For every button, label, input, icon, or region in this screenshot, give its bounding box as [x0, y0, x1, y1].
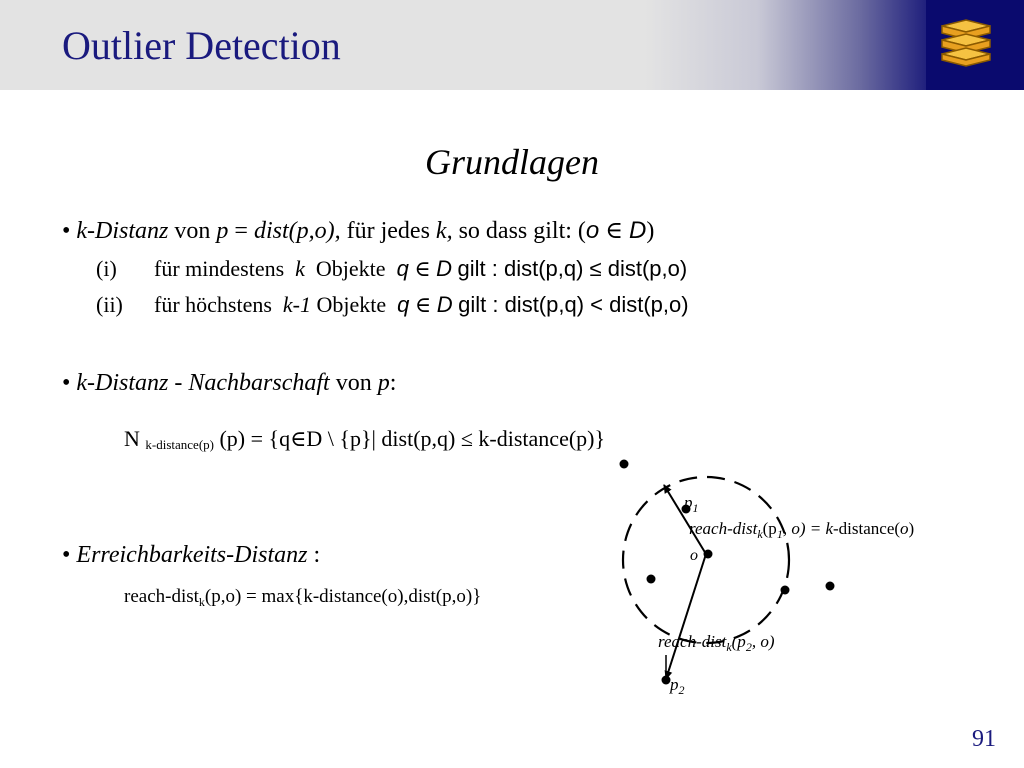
text-colon: : [313, 542, 321, 568]
bullet-k-distance [62, 216, 654, 246]
point-right-inner [781, 586, 790, 595]
formula-pre: reach-dist [124, 586, 199, 607]
var-D: D [629, 217, 647, 244]
k-distance-circle [623, 477, 789, 643]
label-p2: $p_2$ [670, 675, 685, 697]
label-o: o [690, 547, 698, 564]
slide-title: Outlier Detection [62, 23, 341, 68]
text-fuer-jedes: für jedes [346, 218, 430, 244]
item-D: D [436, 292, 453, 317]
formula-N: N [124, 426, 140, 451]
term-reach-distance: Erreichbarkeits-Distanz [76, 542, 308, 568]
sub-item-i [96, 254, 687, 284]
header-bar [0, 0, 1024, 90]
item-text: für höchstens [154, 292, 272, 317]
item-objekte: Objekte [316, 292, 387, 317]
item-condition: gilt : dist(p,q) < dist(p,o) [458, 292, 689, 317]
item-k: k [295, 256, 305, 281]
item-q: q [397, 292, 410, 317]
item-number: (ii) [96, 292, 123, 317]
term-neighborhood: k-Distanz - Nachbarschaft [76, 370, 330, 396]
item-number: (i) [96, 256, 117, 281]
point-o [704, 550, 713, 559]
label-p1: $p_1$ [684, 493, 699, 515]
item-k: k-1 [282, 292, 312, 317]
bullet-marker: • [62, 370, 71, 396]
point-right-outer [826, 582, 835, 591]
formula-subscript: k [198, 595, 205, 609]
formula-body: (p,o) = max{k-distance(o),dist(p,o)} [204, 586, 482, 607]
text-von: von [174, 218, 211, 244]
elem-symbol: ∈ [605, 218, 624, 244]
var-p: p [216, 218, 229, 244]
item-q: q [396, 256, 409, 281]
var-k: k, [435, 218, 453, 244]
neighborhood-formula [124, 424, 605, 460]
bullet-marker: • [62, 218, 71, 244]
expr-dist-po: dist(p,o), [253, 218, 341, 244]
reach-formula [124, 582, 481, 617]
var-o: o [585, 217, 600, 244]
section-title: Grundlagen [425, 142, 599, 182]
term-k-distance: k-Distanz [76, 218, 169, 244]
arrow-to-p2 [666, 554, 706, 679]
text-close: ) [646, 218, 655, 244]
point-left [647, 575, 656, 584]
text-eq: = [234, 218, 248, 244]
text-so-dass: so dass gilt: ( [458, 218, 586, 244]
formula-subscript: k-distance(p) [145, 437, 214, 452]
bullet-reach-distance [62, 540, 320, 570]
item-elem: ∈ [414, 256, 431, 281]
item-objekte: Objekte [315, 256, 386, 281]
bullet-marker: • [62, 542, 71, 568]
bullet-neighborhood [62, 368, 396, 398]
formula-body: (p) = {q∈D \ {p}| dist(p,q) ≤ k-distance(p)} [219, 426, 606, 451]
item-text: für mindestens [154, 256, 285, 281]
var-p: p [377, 370, 390, 396]
logo [926, 0, 1024, 90]
text-von: von [335, 370, 372, 396]
text-colon: : [389, 370, 397, 396]
label-reach-dist-p2: reach-$dist_k(p_2$, o) [658, 632, 775, 654]
page-number: 91 [972, 726, 996, 752]
point-outer-left [620, 460, 629, 469]
item-elem: ∈ [414, 292, 432, 317]
sub-item-ii [96, 290, 689, 320]
label-reach-dist-p1: reach-$dist_k(p_1$, o) = k-distance(o) [689, 519, 915, 541]
layered-database-icon [938, 18, 996, 68]
item-D: D [436, 256, 453, 281]
item-condition: gilt : dist(p,q) ≤ dist(p,o) [457, 256, 688, 281]
reach-distance-diagram [600, 450, 980, 700]
